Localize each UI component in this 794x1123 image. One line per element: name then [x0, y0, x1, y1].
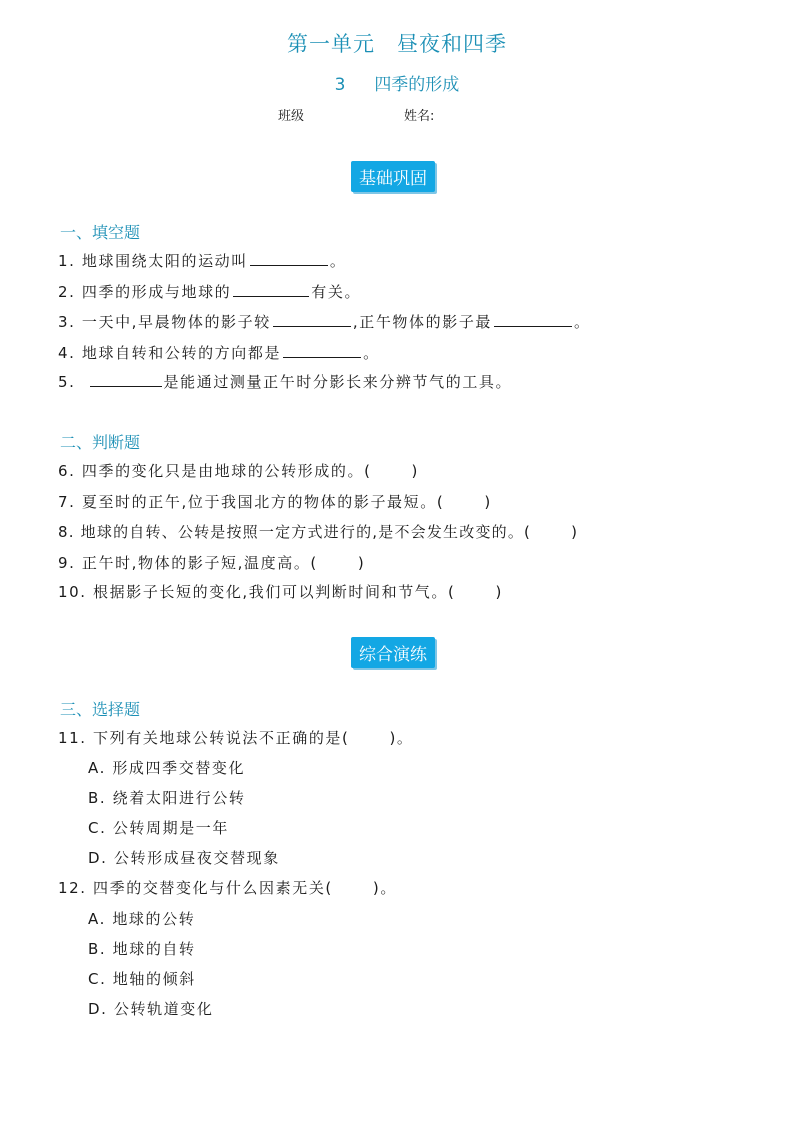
answer-blank[interactable]	[250, 251, 328, 266]
fill-question-2: 2. 四季的形成与地球的 有关。	[58, 283, 362, 301]
choice-question-11: 11. 下列有关地球公转说法不正确的是( )。	[58, 729, 414, 747]
name-label: 姓名:	[404, 109, 435, 124]
choice-question-12: 12. 四季的交替变化与什么因素无关( )。	[58, 879, 397, 897]
judge-question-10: 10. 根据影子长短的变化,我们可以判断时间和节气。( )	[58, 583, 503, 601]
answer-blank[interactable]	[273, 312, 351, 327]
judge-question-6: 6. 四季的变化只是由地球的公转形成的。( )	[58, 462, 419, 480]
answer-blank[interactable]	[494, 312, 572, 327]
choice-option[interactable]: D. 公转轨道变化	[88, 1000, 214, 1018]
fill-question-3: 3. 一天中,早晨物体的影子较 ,正午物体的影子最 。	[58, 313, 591, 331]
judge-section-heading: 二、判断题	[60, 433, 141, 452]
choice-option[interactable]: A. 地球的公转	[88, 910, 196, 928]
lesson-title: 四季的形成	[374, 75, 460, 95]
comprehensive-section-badge: 综合演练	[351, 637, 435, 668]
choice-option[interactable]: B. 绕着太阳进行公转	[88, 789, 246, 807]
lesson-number: 3	[334, 75, 346, 95]
choice-option[interactable]: B. 地球的自转	[88, 940, 196, 958]
answer-blank[interactable]	[90, 372, 162, 387]
fill-question-4: 4. 地球自转和公转的方向都是 。	[58, 344, 380, 362]
choice-option[interactable]: C. 公转周期是一年	[88, 819, 230, 837]
answer-blank[interactable]	[283, 343, 361, 358]
judge-question-9: 9. 正午时,物体的影子短,温度高。( )	[58, 554, 366, 572]
page-title: 第一单元 昼夜和四季	[287, 32, 507, 56]
choice-option[interactable]: A. 形成四季交替变化	[88, 759, 246, 777]
fill-question-1: 1. 地球围绕太阳的运动叫 。	[58, 252, 347, 270]
answer-blank[interactable]	[233, 282, 309, 297]
judge-question-8: 8. 地球的自转、公转是按照一定方式进行的,是不会发生改变的。( )	[58, 523, 579, 541]
fill-question-5: 5. 是能通过测量正午时分影长来分辨节气的工具。	[58, 373, 513, 391]
basic-section-badge: 基础巩固	[351, 161, 435, 192]
lesson-subtitle	[0, 70, 794, 95]
choice-section-heading: 三、选择题	[60, 700, 141, 719]
judge-question-7: 7. 夏至时的正午,位于我国北方的物体的影子最短。( )	[58, 493, 492, 511]
class-label: 班级	[278, 109, 305, 124]
choice-option[interactable]: D. 公转形成昼夜交替现象	[88, 849, 280, 867]
fill-section-heading: 一、填空题	[60, 223, 141, 242]
choice-option[interactable]: C. 地轴的倾斜	[88, 970, 196, 988]
